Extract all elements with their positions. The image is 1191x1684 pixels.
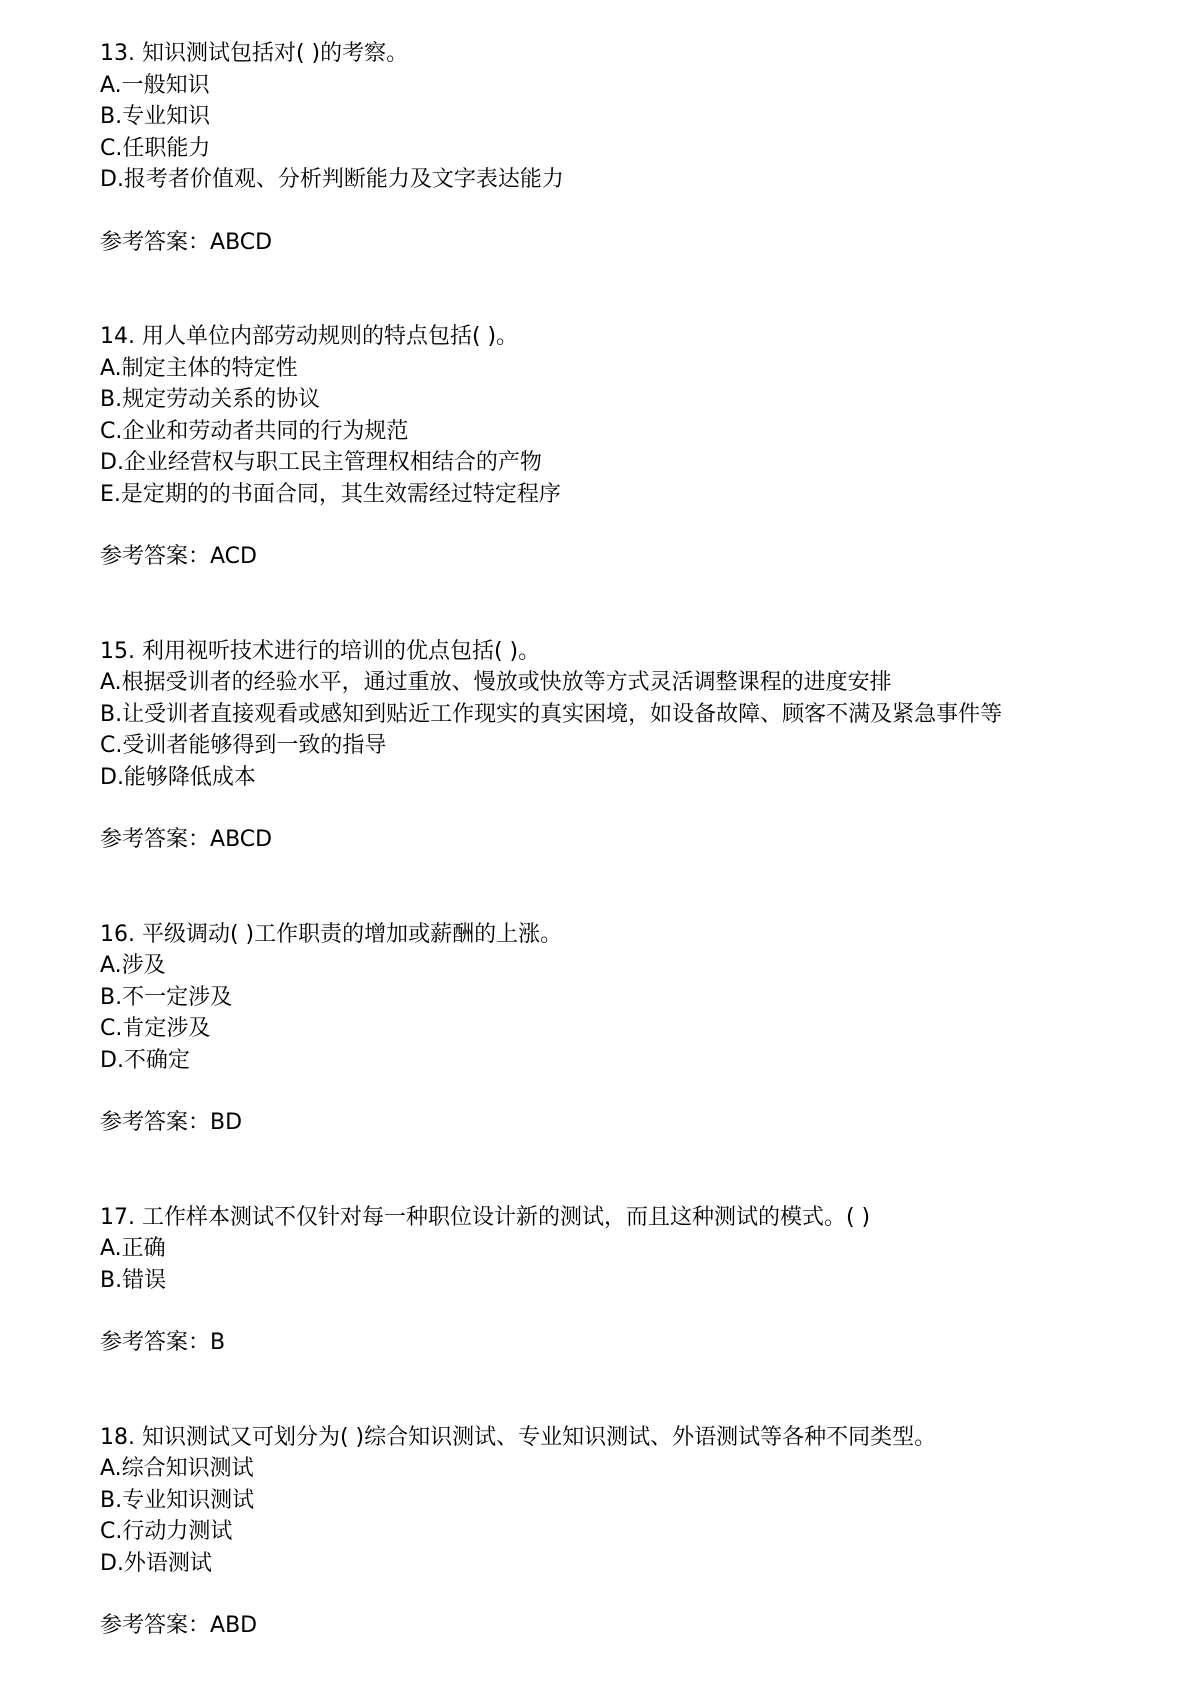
question-stem: 17. 工作样本测试不仅针对每一种职位设计新的测试，而且这种测试的模式。( ) [100, 1204, 871, 1230]
question-18 [100, 1422, 1160, 1642]
option-d: D.能够降低成本 [100, 764, 256, 790]
reference-answer [100, 1107, 1160, 1139]
answer-prefix: 参考答案： [100, 1330, 211, 1355]
answer-value: ACD [210, 544, 257, 569]
option-a: A.制定主体的特定性 [100, 355, 298, 381]
question-stem: 14. 用人单位内部劳动规则的特点包括( )。 [100, 324, 519, 349]
option-a: A.正确 [100, 1236, 166, 1261]
option-a: A.根据受训者的经验水平，通过重放、慢放或快放等方式灵活调整课程的进度安排 [100, 670, 892, 695]
answer-prefix: 参考答案： [100, 1110, 211, 1135]
option-c: C.企业和劳动者共同的行为规范 [100, 418, 409, 444]
answer-value: BD [210, 1110, 243, 1135]
question-16 [100, 919, 1160, 1139]
answer-prefix: 参考答案： [100, 544, 211, 569]
option-c: C.受训者能够得到一致的指导 [100, 733, 387, 758]
answer-value: B [210, 1330, 226, 1355]
question-stem: 13. 知识测试包括对( )的考察。 [100, 41, 409, 66]
option-c: C.肯定涉及 [100, 1016, 211, 1041]
option-a: A.一般知识 [100, 72, 210, 98]
option-d: D.不确定 [100, 1047, 190, 1073]
option-a: A.涉及 [100, 953, 166, 978]
option-b: B.专业知识测试 [100, 1487, 255, 1513]
option-d: D.外语测试 [100, 1550, 212, 1576]
question-stem: 15. 利用视听技术进行的培训的优点包括( )。 [100, 638, 541, 664]
answer-value: ABCD [210, 229, 273, 255]
reference-answer [100, 227, 1160, 259]
option-e: E.是定期的的书面合同，其生效需经过特定程序 [100, 481, 561, 507]
answer-value: ABCD [210, 827, 273, 852]
answer-prefix: 参考答案： [100, 1613, 211, 1638]
option-c: C.任职能力 [100, 135, 211, 161]
option-b: B.让受训者直接观看或感知到贴近工作现实的真实困境，如设备故障、顾客不满及紧急事件等 [100, 701, 1003, 727]
option-b: B.专业知识 [100, 104, 211, 129]
answer-value: ABD [210, 1613, 258, 1638]
option-c: C.行动力测试 [100, 1519, 233, 1544]
question-list [100, 38, 1160, 1642]
option-a: A.综合知识测试 [100, 1456, 254, 1481]
reference-answer [100, 541, 1160, 573]
question-15 [100, 636, 1160, 856]
reference-answer [100, 1610, 1160, 1642]
answer-prefix: 参考答案： [100, 827, 211, 852]
option-b: B.错误 [100, 1267, 167, 1293]
question-17 [100, 1202, 1160, 1359]
option-b: B.不一定涉及 [100, 984, 233, 1010]
reference-answer [100, 824, 1160, 856]
option-b: B.规定劳动关系的协议 [100, 387, 321, 412]
option-d: D.企业经营权与职工民主管理权相结合的产物 [100, 450, 542, 475]
question-13 [100, 38, 1160, 258]
reference-answer [100, 1327, 1160, 1359]
option-d: D.报考者价值观、分析判断能力及文字表达能力 [100, 167, 564, 192]
question-stem: 18. 知识测试又可划分为( )综合知识测试、专业知识测试、外语测试等各种不同类型。 [100, 1424, 937, 1450]
answer-prefix: 参考答案： [100, 229, 211, 255]
question-14 [100, 321, 1160, 573]
question-stem: 16. 平级调动( )工作职责的增加或薪酬的上涨。 [100, 921, 563, 947]
